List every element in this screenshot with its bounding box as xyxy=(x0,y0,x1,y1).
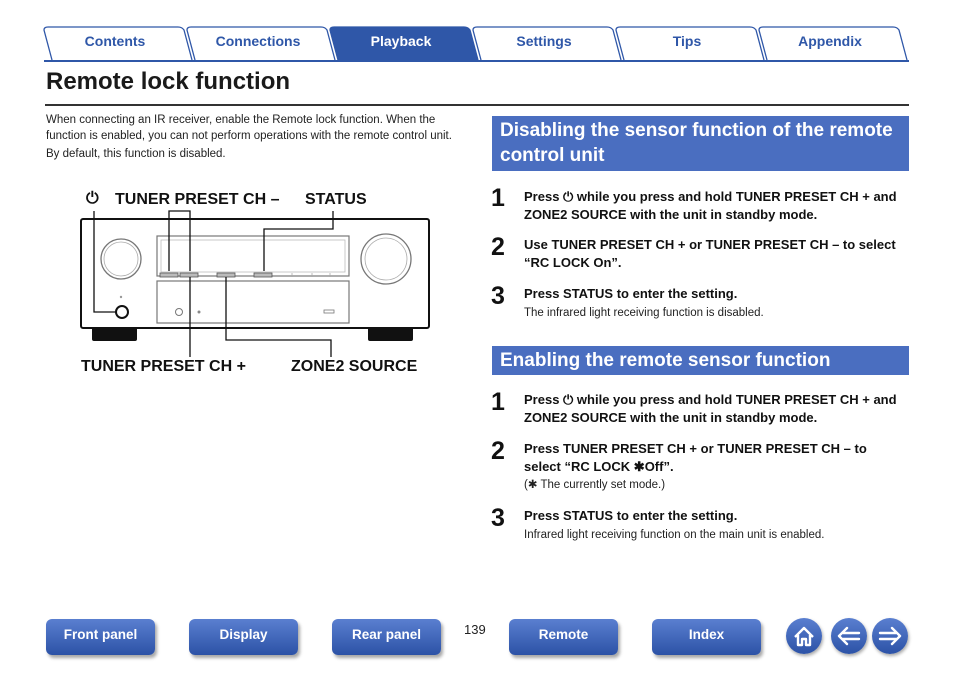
step-note: Infrared light receiving function on the main unit is enabled. xyxy=(524,529,825,541)
back-arrow-icon[interactable] xyxy=(831,618,867,654)
page-number: 139 xyxy=(464,622,486,637)
section-heading-enable: Enabling the remote sensor function xyxy=(492,346,909,375)
step-instruction: Use TUNER PRESET CH + or TUNER PRESET CH – to select “RC LOCK On”. xyxy=(524,237,896,270)
home-icon[interactable] xyxy=(786,618,822,654)
tab-appendix[interactable]: Appendix xyxy=(798,33,862,49)
step-number: 1 xyxy=(491,388,505,416)
step-number: 1 xyxy=(491,184,505,212)
tab-settings[interactable]: Settings xyxy=(516,33,572,49)
step-instruction: Press STATUS to enter the setting. xyxy=(524,286,738,301)
tuner-preset-minus-label: TUNER PRESET CH – xyxy=(115,191,280,208)
remote-button[interactable]: Remote xyxy=(509,619,618,655)
step-note: The infrared light receiving function is disabled. xyxy=(524,307,764,319)
step-note: (✱ The currently set mode.) xyxy=(524,479,666,491)
intro-default-note: By default, this function is disabled. xyxy=(46,148,226,160)
step-instruction: Press ⏻ while you press and hold TUNER PRESET CH + and ZONE2 SOURCE with the unit in standby mode. xyxy=(524,189,897,222)
tab-connections[interactable]: Connections xyxy=(215,33,301,49)
step-number: 3 xyxy=(491,504,505,532)
zone2-source-label: ZONE2 SOURCE xyxy=(291,358,418,375)
tab-playback[interactable]: Playback xyxy=(370,33,432,49)
step-number: 2 xyxy=(491,233,505,261)
intro-paragraph: When connecting an IR receiver, enable the Remote lock function. When the function is enabled, you can not perform operations with the remote control unit. xyxy=(46,114,452,142)
power-symbol-label: ⏻ xyxy=(86,190,99,207)
tuner-preset-plus-label: TUNER PRESET CH + xyxy=(81,358,246,375)
page-title: Remote lock function xyxy=(46,68,291,95)
step-instruction: Press TUNER PRESET CH + or TUNER PRESET CH – to select “RC LOCK ✱Off”. xyxy=(524,441,867,474)
display-button[interactable]: Display xyxy=(189,619,298,655)
section-heading-disable: Disabling the sensor function of the remote control unit xyxy=(492,116,909,171)
status-label: STATUS xyxy=(305,191,367,208)
forward-arrow-icon[interactable] xyxy=(872,618,908,654)
rear-panel-button[interactable]: Rear panel xyxy=(332,619,441,655)
step-instruction: Press STATUS to enter the setting. xyxy=(524,508,738,523)
step-number: 2 xyxy=(491,437,505,465)
front-panel-button[interactable]: Front panel xyxy=(46,619,155,655)
step-instruction: Press ⏻ while you press and hold TUNER PRESET CH + and ZONE2 SOURCE with the unit in standby mode. xyxy=(524,392,897,425)
step-number: 3 xyxy=(491,282,505,310)
tab-contents[interactable]: Contents xyxy=(84,33,146,49)
tab-tips[interactable]: Tips xyxy=(672,33,702,49)
index-button[interactable]: Index xyxy=(652,619,761,655)
